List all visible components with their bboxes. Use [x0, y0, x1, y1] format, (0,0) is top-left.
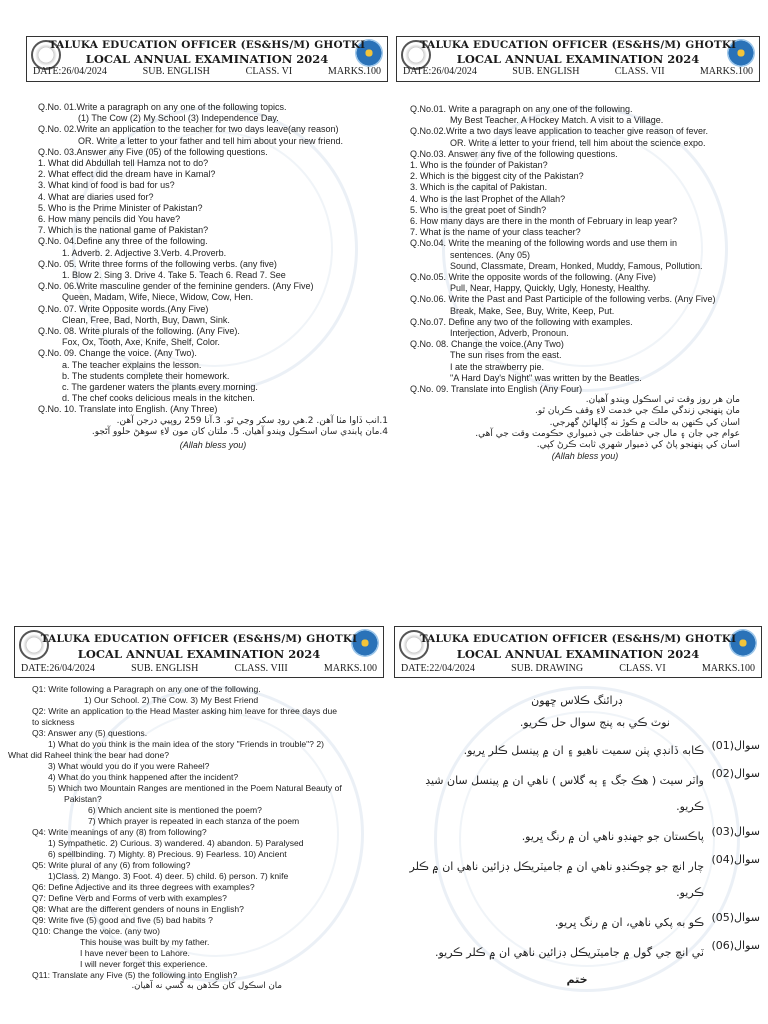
- question-line: Clean, Free, Bad, North, Buy, Dawn, Sink.: [62, 314, 230, 325]
- question-line: Q.No. 08. Change the voice.(Any Two): [410, 339, 564, 350]
- question-text: پاڪستان جو جهنڊو ناهي ان ۾ رنگ ڀريو.: [521, 830, 704, 843]
- question-line: 7. Which is the national game of Pakistan?: [38, 225, 209, 236]
- exam-date: DATE:26/04/2024: [33, 66, 107, 77]
- question-line: Q2: Write an application to the Head Master asking him leave for three days due: [32, 706, 338, 716]
- question-line: Q.No.04. Write the meaning of the following words and use them in: [410, 238, 677, 249]
- paper-header: [14, 626, 384, 678]
- exam-paper-class-viii-english: [8, 626, 394, 1024]
- questions-body: [8, 684, 392, 992]
- drawing-questions-body: [394, 690, 760, 985]
- exam-marks: MARKS.100: [701, 663, 755, 674]
- exam-paper-class-vi-drawing: [394, 626, 766, 1024]
- question-line: I ate the strawberry pie.: [450, 361, 545, 372]
- question-line: d. The chef cooks delicious meals in the kitchen.: [62, 393, 255, 404]
- exam-class: CLASS. VII: [614, 66, 665, 77]
- exam-date: DATE:22/04/2024: [401, 663, 475, 674]
- question-line: Q.No. 04.Define any three of the following.: [38, 236, 208, 247]
- question-line: Q.No. 05. Write three forms of the following verbs. (any five): [38, 258, 277, 269]
- question-line: This house was built by my father.: [80, 937, 210, 947]
- question-line: Queen, Madam, Wife, Niece, Widow, Cow, Hen.: [62, 292, 254, 303]
- header-meta: [403, 66, 753, 77]
- exam-date: DATE:26/04/2024: [403, 66, 477, 77]
- question-line: 3) What would you do if you were Raheel?: [48, 761, 210, 771]
- questions-body: [410, 104, 760, 463]
- question-line: The sun rises from the east.: [450, 350, 562, 361]
- exam-marks: MARKS.100: [699, 66, 753, 77]
- question-line: Q11: Translate any Five (5) the following into English?: [32, 970, 238, 980]
- drawing-paper-title: ڊرائنگ ڪلاس ڇهون: [531, 694, 623, 707]
- drawing-question: [394, 826, 760, 848]
- question-text: واٽر سيٽ ( هڪ جگ ۽ ٻه گلاس ) ناهي ان ۾ پينسل سان شيڊ ڪريو.: [425, 774, 704, 813]
- question-line: I will never forget this experience.: [80, 959, 208, 969]
- question-line: 2. Which is the biggest city of the Pakistan?: [410, 171, 584, 182]
- translation-line: اسان کي ڪنهن به حالت ۾ ڪوڙ نه ڳالهائڻ گهرجي.: [549, 417, 740, 428]
- exam-date: DATE:26/04/2024: [21, 663, 95, 674]
- question-line: Q1: Write following a Paragraph on any one of the following.: [32, 684, 261, 694]
- exam-subject: SUB. ENGLISH: [131, 663, 199, 674]
- question-line: Pakistan?: [64, 794, 102, 804]
- header-title: TALUKA EDUCATION OFFICER (ES&HS/M) GHOTKI: [40, 633, 358, 645]
- paper-header: [396, 36, 760, 82]
- question-line: Q.No.05. Write the opposite words of the following. (Any Five): [410, 272, 656, 283]
- paper-end-mark: ختم: [566, 973, 588, 986]
- question-line: Q.No. 03.Answer any Five (05) of the following questions.: [38, 146, 268, 157]
- instruction-note: نوٽ ڪي به پنج سوال حل ڪريو.: [519, 716, 670, 729]
- question-line: I have never been to Lahore.: [80, 948, 190, 958]
- translation-line: عوام جي جان ۽ مال جي حفاظت جي ذميواري حڪومت وقت جي آهي.: [475, 428, 740, 439]
- question-line: 4) What do you think happened after the incident?: [48, 772, 239, 782]
- question-line: 3. What kind of food is bad for us?: [38, 180, 175, 191]
- question-line: OR. Write a letter to your friend, tell him about the science expo.: [450, 137, 706, 148]
- translation-line: مان هر روز وقت تي اسڪول ويندو آهيان.: [585, 395, 740, 406]
- question-line: 1. Adverb. 2. Adjective 3.Verb. 4.Proverb.: [62, 247, 227, 258]
- translation-line: 4.مان پابندي سان اسڪول ويندو آهيان. 5. ملتان کان مون لاءِ سوهڻ حلوو آڻجو.: [91, 426, 388, 437]
- drawing-question: [394, 912, 760, 934]
- header-title: TALUKA EDUCATION OFFICER (ES&HS/M) GHOTKI: [419, 39, 737, 51]
- question-line: 1) Our School. 2) The Cow. 3) My Best Friend: [84, 695, 259, 705]
- question-line: "A Hard Day's Night" was written by the Beatles.: [450, 372, 642, 383]
- paper-header: [26, 36, 388, 82]
- question-number: سوال(06): [711, 939, 760, 952]
- question-text: چار انچ جو چوڪنڊو ناهي ان ۾ جاميٽريڪل ڊزائين ناهي ان ۾ ڪلر ڪريو.: [409, 860, 704, 899]
- question-line: OR. Write a letter to your father and tell him about your new friend.: [78, 135, 343, 146]
- question-line: Q8: What are the different genders of nouns in English?: [32, 904, 244, 914]
- question-line: 6) Which ancient site is mentioned the poem?: [88, 805, 262, 815]
- question-line: Q.No. 06.Write masculine gender of the feminine genders. (Any Five): [38, 281, 314, 292]
- question-line: 1)Class. 2) Mango. 3) Foot. 4) deer. 5) child. 6) person. 7) knife: [48, 871, 289, 881]
- question-line: Q10: Change the voice. (any two): [32, 926, 161, 936]
- exam-paper-class-vi-english: [22, 36, 390, 526]
- question-line: Q.No.06. Write the Past and Past Participle of the following verbs. (Any Five): [410, 294, 716, 305]
- question-line: Pull, Near, Happy, Quickly, Ugly, Honesty, Healthy.: [450, 283, 651, 294]
- question-number: سوال(03): [711, 825, 760, 838]
- exam-paper-class-vii-english: [392, 36, 764, 526]
- questions-body: [38, 102, 388, 451]
- exam-subject: SUB. ENGLISH: [512, 66, 580, 77]
- question-line: Q.No. 02.Write an application to the teacher for two days leave(any reason): [38, 124, 339, 135]
- question-line: c. The gardener waters the plants every morning.: [62, 382, 258, 393]
- question-number: سوال(05): [711, 911, 760, 924]
- question-text: ڪو به پکي ناهي، ان ۾ رنگ ڀريو.: [554, 916, 704, 929]
- question-text: ٽي انچ جي گول ۾ جاميٽريڪل ڊزائين ناهي ان ۾ ڪلر ڪريو.: [434, 946, 704, 959]
- question-line: Q9: Write five (5) good and five (5) bad habits ?: [32, 915, 213, 925]
- question-line: Break, Make, See, Buy, Write, Keep, Put.: [450, 305, 615, 316]
- question-line: 6) spellbinding. 7) Mighty. 8) Precious. 9) Fearless. 10) Ancient: [48, 849, 287, 859]
- drawing-question: [394, 940, 760, 966]
- question-line: 7. What is the name of your class teacher?: [410, 227, 581, 238]
- question-line: Q4: Write meanings of any (8) from following?: [32, 827, 207, 837]
- question-line: Q7: Define Verb and Forms of verb with examples?: [32, 893, 227, 903]
- question-line: 3. Which is the capital of Pakistan.: [410, 182, 548, 193]
- drawing-question: [394, 740, 760, 762]
- question-line: My Best Teacher. A Hockey Match. A visit to a Village.: [450, 115, 664, 126]
- question-line: 7) Which prayer is repeated in each stanza of the poem: [88, 816, 300, 826]
- closing-blessing: (Allah bless you): [179, 440, 247, 451]
- paper-header: [394, 626, 762, 678]
- translation-line: 1.انب ڏاوا مٺا آهن. 2.هي روڊ سکر وڃي ٿو. 3.آنا 259 روپيي درجن آهن.: [116, 415, 388, 426]
- question-line: 6. How many pencils did You have?: [38, 214, 181, 225]
- question-line: sentences. (Any 05): [450, 249, 531, 260]
- question-line: Q.No. 10. Translate into English. (Any Three): [38, 404, 218, 415]
- question-line: 4. Who is the last Prophet of the Allah?: [410, 193, 566, 204]
- question-line: 1) Sympathetic. 2) Curious. 3) wandered. 4) abandon. 5) Paralysed: [48, 838, 304, 848]
- exam-subject: SUB. DRAWING: [511, 663, 584, 674]
- question-line: 6. How many days are there in the month of February in leap year?: [410, 216, 678, 227]
- question-line: Q.No. 07. Write Opposite words.(Any Five): [38, 303, 209, 314]
- closing-blessing: (Allah bless you): [551, 451, 619, 462]
- question-text: ڪابه ڏانڊي پٺن سميت ناهيو ۽ ان ۾ پينسل ڪلر ڀريو.: [463, 744, 704, 757]
- question-line: 2. What effect did the dream have in Kamal?: [38, 169, 216, 180]
- question-line: b. The students complete their homework.: [62, 370, 230, 381]
- question-number: سوال(04): [711, 853, 760, 866]
- exam-class: CLASS. VI: [619, 663, 666, 674]
- question-number: سوال(02): [711, 767, 760, 780]
- exam-class: CLASS. VIII: [234, 663, 288, 674]
- question-line: Q5: Write plural of any (6) from following?: [32, 860, 191, 870]
- question-line: 5) Which two Mountain Ranges are mentioned in the Poem Natural Beauty of: [48, 783, 342, 793]
- question-line: (1) The Cow (2) My School (3) Independence Day.: [78, 113, 279, 124]
- question-line: 4. What are diaries used for?: [38, 191, 154, 202]
- question-line: Q.No. 09. Translate into English (Any Four): [410, 384, 583, 395]
- drawing-question: [394, 854, 760, 906]
- header-subtitle: LOCAL ANNUAL EXAMINATION 2024: [456, 647, 700, 661]
- header-subtitle: LOCAL ANNUAL EXAMINATION 2024: [456, 52, 700, 66]
- question-line: Q.No. 09. Change the voice. (Any Two).: [38, 348, 197, 359]
- question-line: Q3: Answer any (5) questions.: [32, 728, 148, 738]
- translation-line: مان اسڪول کان ڪڏهن به گسي نه آهيان.: [131, 981, 282, 991]
- question-line: Sound, Classmate, Dream, Honked, Muddy, Famous, Pollution.: [450, 260, 703, 271]
- question-line: What did Raheel think the bear had done?: [8, 750, 170, 760]
- question-line: Fox, Ox, Tooth, Axe, Knife, Shelf, Color.: [62, 337, 220, 348]
- header-meta: [401, 663, 755, 674]
- drawing-question: [394, 768, 760, 820]
- question-line: 1) What do you think is the main idea of the story "Friends in trouble"? 2): [48, 739, 324, 749]
- header-title: TALUKA EDUCATION OFFICER (ES&HS/M) GHOTKI: [419, 633, 737, 645]
- question-line: Q.No.02.Write a two days leave application to teacher give reason of fever.: [410, 126, 708, 137]
- translation-block: [410, 395, 760, 451]
- question-line: to sickness: [32, 717, 75, 727]
- header-title: TALUKA EDUCATION OFFICER (ES&HS/M) GHOTKI: [48, 39, 366, 51]
- exam-subject: SUB. ENGLISH: [142, 66, 210, 77]
- exam-marks: MARKS.100: [327, 66, 381, 77]
- header-meta: [33, 66, 381, 77]
- question-line: Q.No. 01.Write a paragraph on any one of the following topics.: [38, 102, 287, 112]
- question-line: 5. Who is the Prime Minister of Pakistan?: [38, 202, 203, 213]
- header-subtitle: LOCAL ANNUAL EXAMINATION 2024: [85, 52, 329, 66]
- question-line: Q6: Define Adjective and its three degrees with examples?: [32, 882, 255, 892]
- question-line: Q.No. 08. Write plurals of the following. (Any Five).: [38, 326, 240, 337]
- translation-line: اسان کي پنهنجو پاڻ کي ذميوار شهري ثابت ڪرڻ کپي.: [536, 440, 740, 451]
- question-line: 1. Blow 2. Sing 3. Drive 4. Take 5. Teach 6. Read 7. See: [62, 270, 286, 281]
- header-meta: [21, 663, 377, 674]
- question-line: Q.No.03. Answer any five of the following questions.: [410, 148, 618, 159]
- question-line: Q.No.07. Define any two of the following with examples.: [410, 316, 633, 327]
- question-line: 5. Who is the great poet of Sindh?: [410, 204, 547, 215]
- translation-line: مان پنهنجي زندگي ملڪ جي خدمت لاءِ وقف ڪريان ٿو.: [535, 406, 740, 417]
- header-subtitle: LOCAL ANNUAL EXAMINATION 2024: [77, 647, 321, 661]
- question-line: Interjection, Adverb, Pronoun.: [450, 328, 569, 339]
- exam-marks: MARKS.100: [323, 663, 377, 674]
- question-number: سوال(01): [711, 739, 760, 752]
- question-line: a. The teacher explains the lesson.: [62, 359, 202, 370]
- question-line: 1. Who is the founder of Pakistan?: [410, 160, 548, 171]
- question-line: 1. What did Abdullah tell Hamza not to do?: [38, 158, 209, 169]
- exam-class: CLASS. VI: [245, 66, 293, 77]
- question-line: Q.No.01. Write a paragraph on any one of the following.: [410, 104, 633, 114]
